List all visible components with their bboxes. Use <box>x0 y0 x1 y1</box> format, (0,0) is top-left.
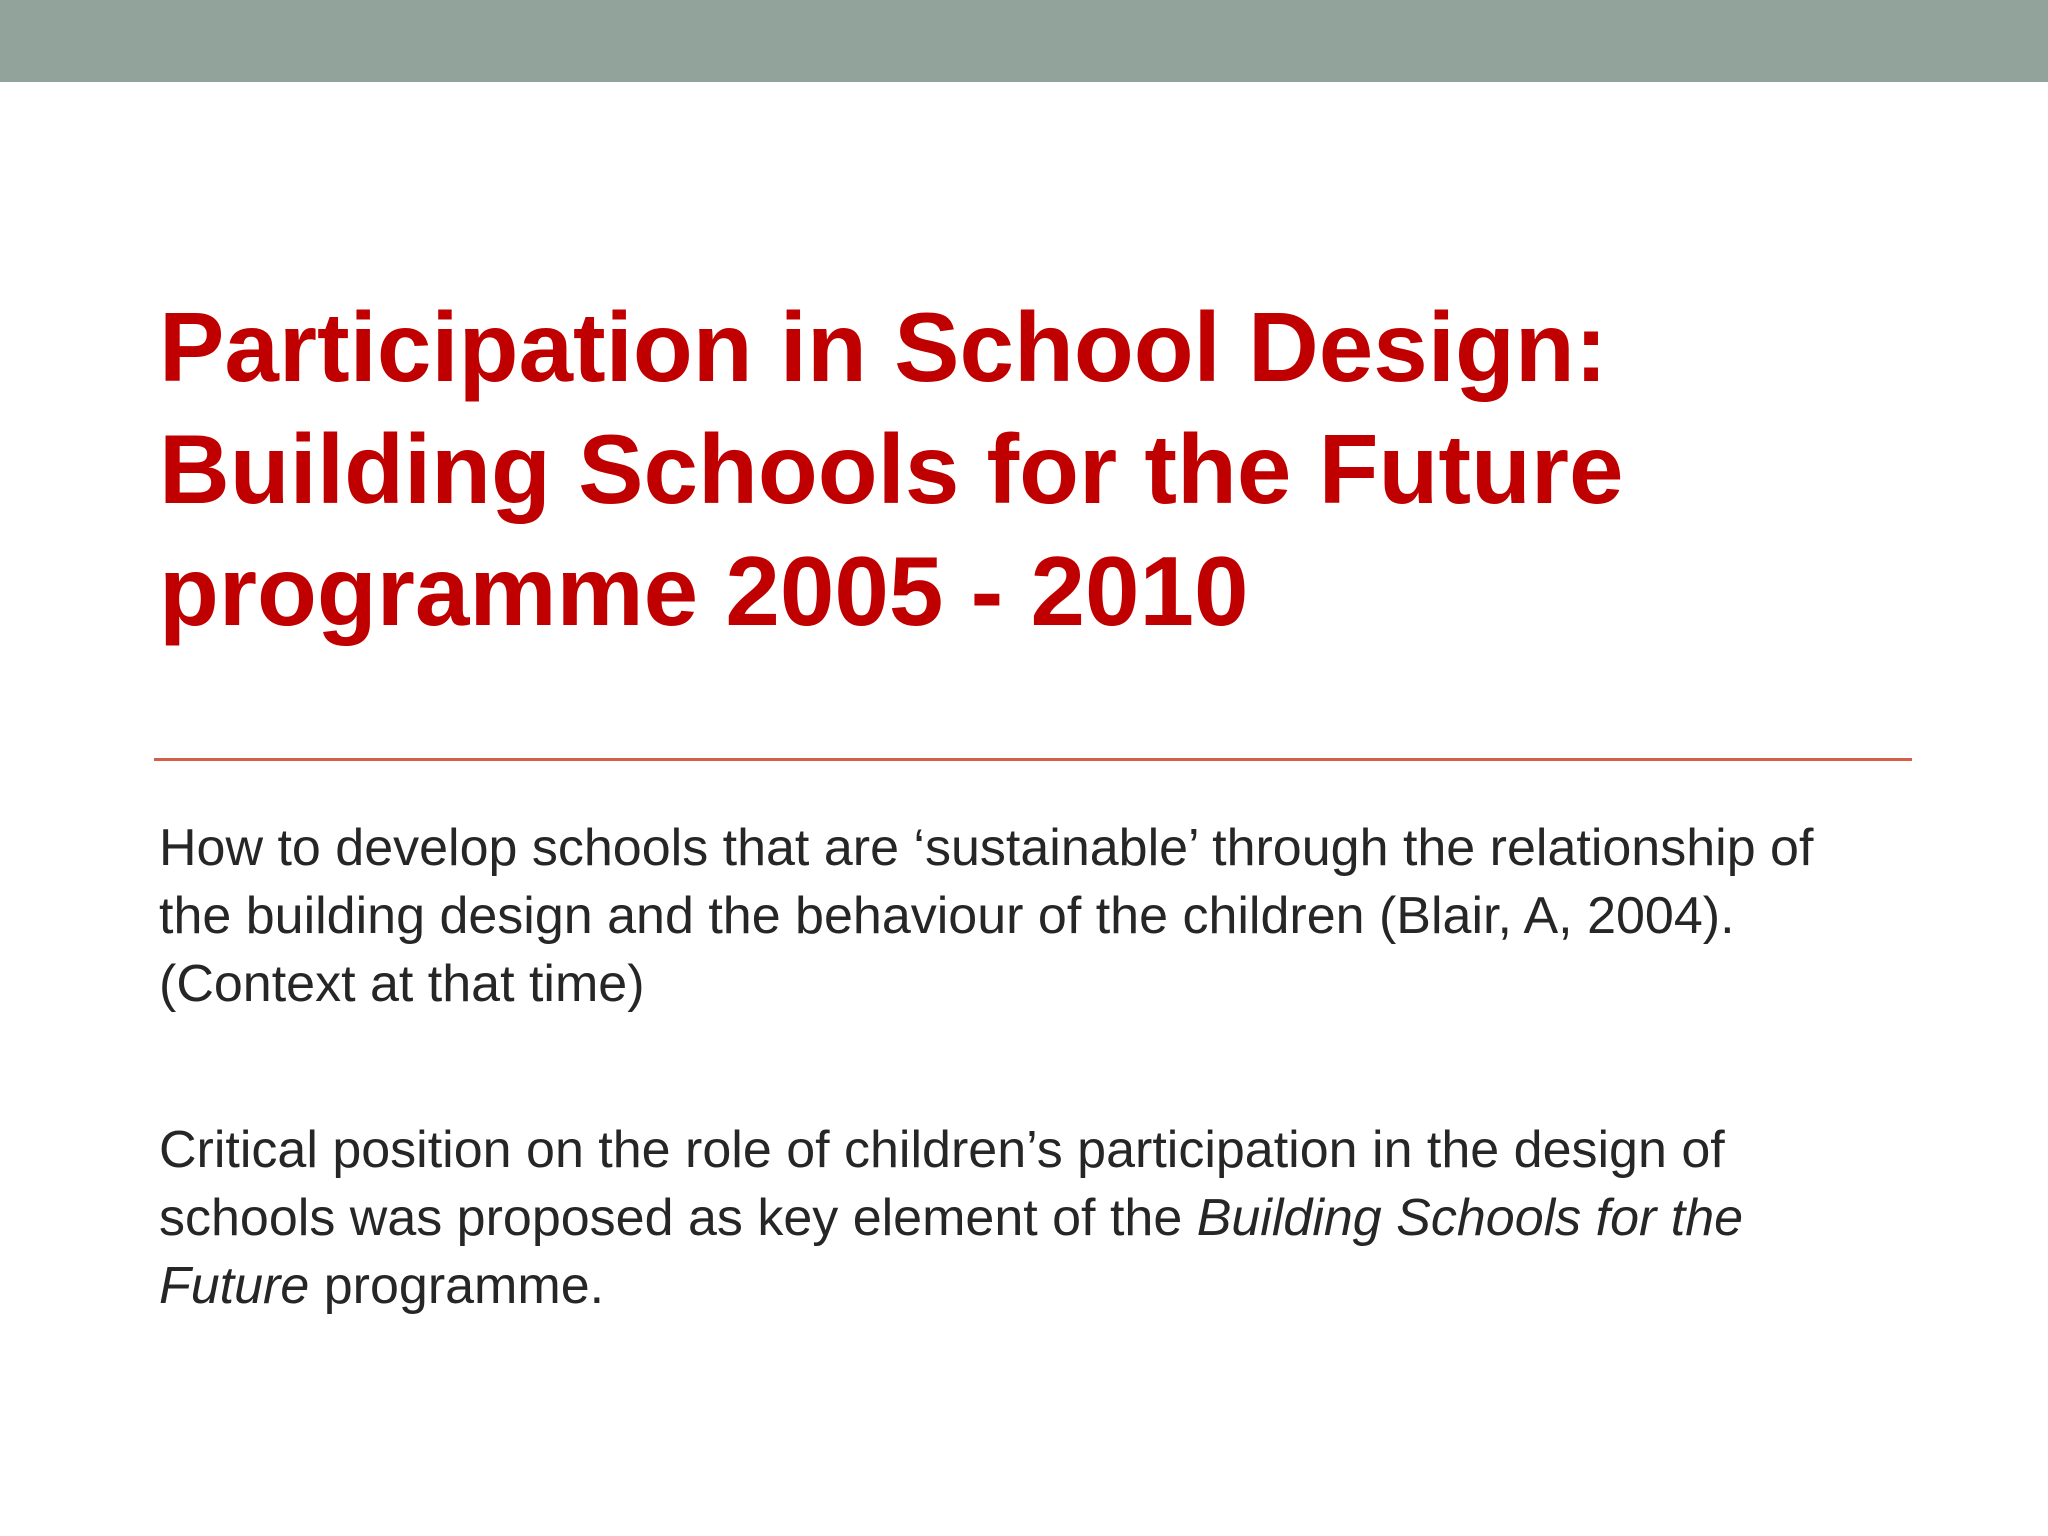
title-divider <box>154 758 1912 761</box>
top-color-band <box>0 0 2048 82</box>
body-paragraph-1 <box>159 814 2019 1018</box>
title-line-3: programme 2005 - 2010 <box>159 536 1249 646</box>
slide-title <box>159 286 1959 652</box>
paragraph-1-line-3: (Context at that time) <box>159 955 645 1013</box>
title-line-2: Building Schools for the Future <box>159 414 1624 524</box>
programme-name-italic-part-1: Building Schools for the <box>1196 1189 1744 1247</box>
programme-name-italic-part-2: Future <box>159 1257 310 1315</box>
paragraph-2-line-3-plain: programme. <box>309 1257 605 1315</box>
title-line-1: Participation in School Design: <box>159 292 1608 402</box>
paragraph-2-line-3 <box>159 1252 2019 1320</box>
paragraph-2-line-1: Critical position on the role of children’s participation in the design of <box>159 1121 1725 1179</box>
paragraph-2-line-2-plain: schools was proposed as key element of the <box>159 1189 1197 1247</box>
paragraph-1-line-2: the building design and the behaviour of the children (Blair, A, 2004). <box>159 887 1735 945</box>
paragraph-1-line-1: How to develop schools that are ‘sustainable’ through the relationship of <box>159 819 1814 877</box>
paragraph-2-line-2 <box>159 1184 2019 1252</box>
body-paragraph-2 <box>159 1116 2019 1320</box>
